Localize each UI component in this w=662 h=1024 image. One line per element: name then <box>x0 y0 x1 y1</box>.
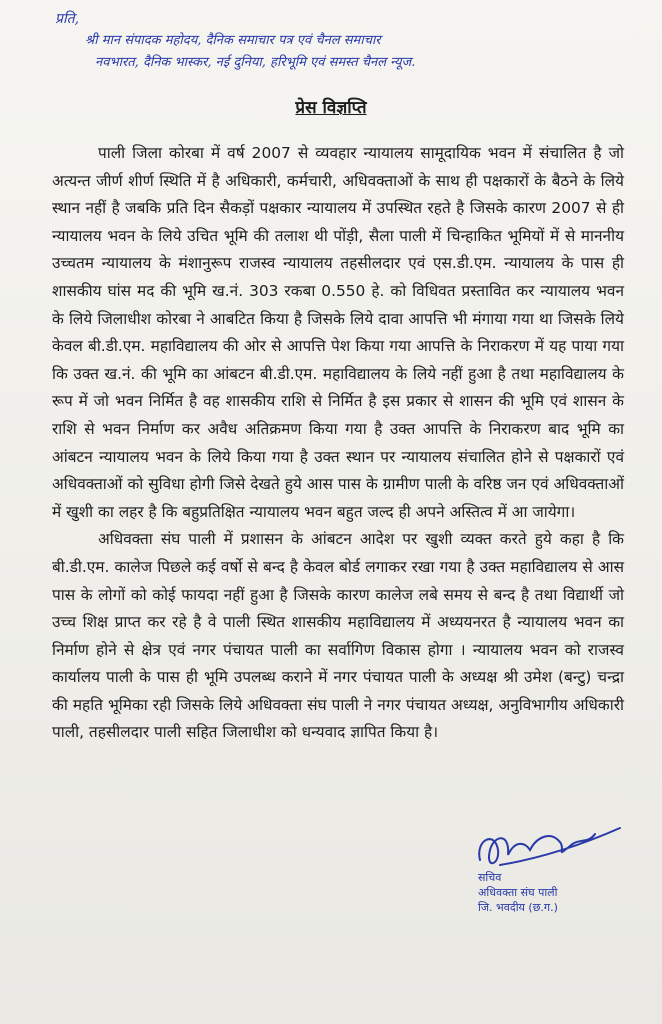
addressee-block <box>55 8 635 74</box>
stamp-designation: सचिव <box>478 871 502 884</box>
paragraph-2: अधिवक्ता संघ पाली में प्रशासन के आंबटन आदेश पर खुशी व्यक्त करते हुये कहा है कि बी.डी.एम. कालेज पिछले कई वर्षो से बन्द है केवल बोर्ड लगाकर रखा गया है उक्त महाविद्यालय से आस पास के लोगों को कोई फायदा नहीं हुआ है जिसके कारण कालेज लबे समय से बन्द है तथा विद्यार्थी जो उच्च शिक्ष प्राप्त कर रहे है वे पाली स्थित शासकीय महाविद्यालय में अध्ययनरत है न्यायालय भवन का निर्माण होने से क्षेत्र एवं नगर पंचायत पाली का सर्वागिण विकास होगा । न्यायालय भवन को राजस्व कार्यालय पाली के पास ही भूमि उपलब्ध कराने में नगर पंचायत पाली के अध्यक्ष श्री उमेश (बन्टु) चन्द्रा की महति भूमिका रही जिसके लिये अधिवक्ता संघ पाली ने नगर पंचायत अध्यक्ष, अनुविभागीय अधिकारी पाली, तहसीलदार पाली सहित जिलाधीश को धन्यवाद ज्ञापित किया है। <box>52 530 624 742</box>
body-text <box>52 140 624 747</box>
addressee-line-2: नवभारत, दैनिक भास्कर, नई दुनिया, हरिभूमि एवं समस्त चैनल न्यूज. <box>95 55 416 70</box>
stamp <box>478 870 558 915</box>
paragraph-1: पाली जिला कोरबा में वर्ष 2007 से व्यवहार न्यायालय सामूदायिक भवन में संचालित है जो अत्यन्त जीर्ण शीर्ण स्थिति में है अधिकारी, कर्मचारी, अधिवक्ताओं के साथ ही पक्षकारों के बैठने के लिये स्थान नहीं है जबकि प्रति दिन सैकड़ों पक्षकार न्यायालय में उपस्थित रहते है जिसके कारण 2007 से ही न्यायालय भवन के लिये उचित भूमि की तलाश थी पोंड़ी, सैला पाली में चिन्हाकित भूमियों में से माननीय उच्चतम न्यायालय के मंशानुरूप राजस्व न्यायालय तहसीलदार एवं एस.डी.एम. न्यायालय के पास ही शासकीय घांस मद की भूमि ख.नं. 303 रकबा 0.550 हे. को विधिवत प्रस्तावित कर न्यायालय भवन के लिये जिलाधीश कोरबा ने आबटित किया है जिसके लिये दावा आपत्ति भी मंगाया गया था जिसके लिये केवल बी.डी.एम. महाविद्यालय की ओर से आपत्ति पेश किया गया आपत्ति के निराकरण में यह पाया गया कि उक्त ख.नं. की भूमि का आंबटन बी.डी.एम. महाविद्यालय के लिये नहीं हुआ है तथा महाविद्यालय के रूप में जो भवन निर्मित है वह शासकीय राशि से निर्मित है इस प्रकार से शासन की भूमि एवं शासन के राशि से भवन निर्माण कर अवैध अतिक्रमण किया गया है उक्त आपत्ति के निराकरण बाद भूमि का आंबटन न्यायालय भवन के लिये किया गया है उक्त स्थान पर न्यायालय संचालित होने से पक्षकारों एवं अधिवक्ताओं को सुविधा होगी जिसे देखते हुये आस पास के ग्रामीण पाली के वरिष्ठ जन एवं अधिवक्ताओं में खुशी का लहर है कि बहुप्रतिक्षित न्यायालय भवन बहुत जल्द ही अपने अस्तित्व में आ जायेगा। <box>52 144 624 521</box>
signature-block <box>470 820 640 920</box>
prati-label: प्रति, <box>55 11 80 27</box>
addressee-line-1: श्री मान संपादक महोदय, दैनिक समाचार पत्र एवं चैनल समाचार <box>85 33 381 48</box>
stamp-closing: जि. भवदीय (छ.ग.) <box>478 901 558 914</box>
stamp-org: अधिवक्ता संघ पाली <box>478 886 558 899</box>
page-title: प्रेस विज्ञप्ति <box>295 98 367 118</box>
